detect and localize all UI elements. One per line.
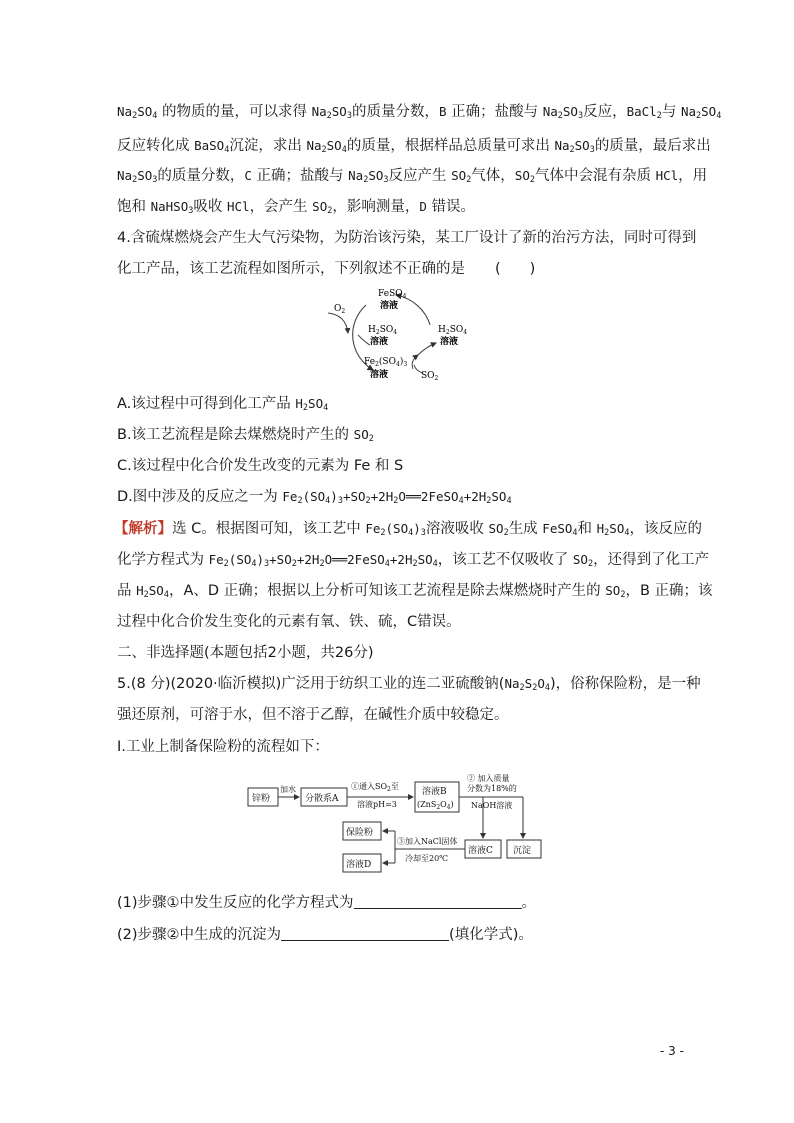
- box-dispersion-a: 分散系A: [305, 794, 339, 804]
- analysis-line: $Na_2SO_4$ 的物质的量，可以求得 $Na_2SO_3$的质量分数，B 正确；盐酸与 $Na_2SO_3$反应，BaCl$_2$与 $Na_2SO_4$: [117, 104, 722, 122]
- question-5-stem: 5.(8 分)(2020·临沂模拟)广泛用于纺织工业的连二亚硫酸钠$(Na_2S_2O_4)$，俗称保险粉，是一种: [117, 676, 701, 694]
- box-precipitate: 沉淀: [513, 846, 532, 856]
- question-4-stem-cont: 化工产品，该工艺流程如图所示，下列叙述不正确的是 ( ): [117, 261, 536, 277]
- label-step-2: ② 加入质量: [467, 774, 510, 783]
- option-c: C.该过程中化合价发生改变的元素为 Fe 和 S: [117, 458, 404, 474]
- box-solution-c: 溶液C: [468, 846, 493, 856]
- label-step-2-c: NaOH溶液: [471, 801, 513, 810]
- label-step-2-b: 分数为18%的: [467, 784, 517, 793]
- label-step-3-b: 冷却至20℃: [405, 854, 449, 863]
- label-step-1-ph: 溶液pH=3: [357, 800, 397, 809]
- box-baoxianfen: 保险粉: [346, 828, 374, 838]
- cycle-diagram: [318, 285, 478, 385]
- label-add-water: 加水: [280, 785, 296, 794]
- label-fe2so43-solution: 溶液: [370, 370, 389, 380]
- page-number: - 3 -: [660, 1044, 684, 1058]
- analysis-line-4: 过程中化合价发生变化的元素有氧、铁、硫，C错误。: [117, 614, 461, 630]
- analysis-line-2: 化学方程式为 $Fe_2(SO_4)_3+SO_2+2H_2O══2FeSO_4+2H_2SO_4$，该工艺不仅吸收了 $SO_2$，还得到了化工产: [117, 552, 710, 570]
- section-heading: 二、非选择题(本题包括2小题，共26分): [117, 645, 374, 661]
- flow-chart: [245, 772, 545, 874]
- label-feso4-solution: 溶液: [380, 301, 399, 311]
- analysis-line: 饱和 NaHSO$_3$吸收 HCl，会产生 $SO_2$，影响测量，D 错误。: [117, 199, 475, 217]
- option-b: B.该工艺流程是除去煤燃烧时产生的 $SO_2$: [117, 427, 374, 445]
- sub-question-2: (2)步骤②中生成的沉淀为 (填化学式)。: [117, 927, 533, 943]
- answer-blank-1[interactable]: [354, 894, 522, 909]
- question-4-stem: 4.含硫煤燃烧会产生大气污染物，为防治该污染，某工厂设计了新的治污方法，同时可得到: [117, 230, 697, 246]
- label-h2so4-inner: $H_2SO_4$: [368, 325, 398, 336]
- label-step-3: ③加入NaCl固体: [397, 837, 458, 846]
- label-o2: $O_2$: [334, 304, 346, 315]
- analysis-line: 反应转化成 BaSO$_4$沉淀，求出 $Na_2SO_4$的质量，根据样品总质量可求出 $Na_2SO_3$的质量，最后求出: [117, 138, 711, 156]
- box-solution-d: 溶液D: [346, 860, 372, 870]
- option-d: D.图中涉及的反应之一为 $Fe_2(SO_4)_3+SO_2+2H_2O══2FeSO_4+2H_2SO_4$: [117, 489, 512, 507]
- box-zinc: 锌粉: [252, 794, 271, 804]
- label-so2: $SO_2$: [421, 371, 439, 382]
- analysis-line-1: 【解析】选 C。根据图可知，该工艺中 $Fe_2(SO_4)_3$溶液吸收 $SO_2$生成 FeSO$_4$和 $H_2SO_4$，该反应的: [114, 521, 702, 539]
- label-h2so4-inner-solution: 溶液: [370, 337, 389, 347]
- label-feso4: FeSO$_4$: [378, 289, 407, 300]
- analysis-line-3: 品 $H_2SO_4$，A、D 正确；根据以上分析可知该工艺流程是除去煤燃烧时产生的 $SO_2$，B 正确；该: [117, 583, 713, 601]
- analysis-line: $Na_2SO_3$的质量分数，C 正确；盐酸与 $Na_2SO_3$反应产生 $SO_2$气体，$SO_2$气体中会混有杂质 HCl，用: [117, 168, 708, 186]
- box-solution-b-formula: $(ZnS_2O_4)$: [417, 800, 454, 811]
- part-1-heading: Ⅰ.工业上制备保险粉的流程如下：: [117, 739, 329, 755]
- option-a: A.该过程中可得到化工产品 $H_2SO_4$: [117, 396, 329, 414]
- label-h2so4-outer: $H_2SO_4$: [438, 325, 468, 336]
- sub-question-1: (1)步骤①中发生反应的化学方程式为 。: [117, 895, 537, 911]
- analysis-tag: 【解析】: [114, 521, 172, 537]
- answer-blank-2[interactable]: [281, 926, 449, 941]
- label-step-1: ①通入$SO_2$至: [351, 782, 399, 793]
- label-h2so4-outer-solution: 溶液: [440, 337, 459, 347]
- box-solution-b: 溶液B: [422, 787, 447, 797]
- label-fe2so43: $Fe_2(SO_4)_3$: [364, 357, 408, 368]
- question-5-stem-cont: 强还原剂，可溶于水，但不溶于乙醇，在碱性介质中较稳定。: [117, 707, 509, 723]
